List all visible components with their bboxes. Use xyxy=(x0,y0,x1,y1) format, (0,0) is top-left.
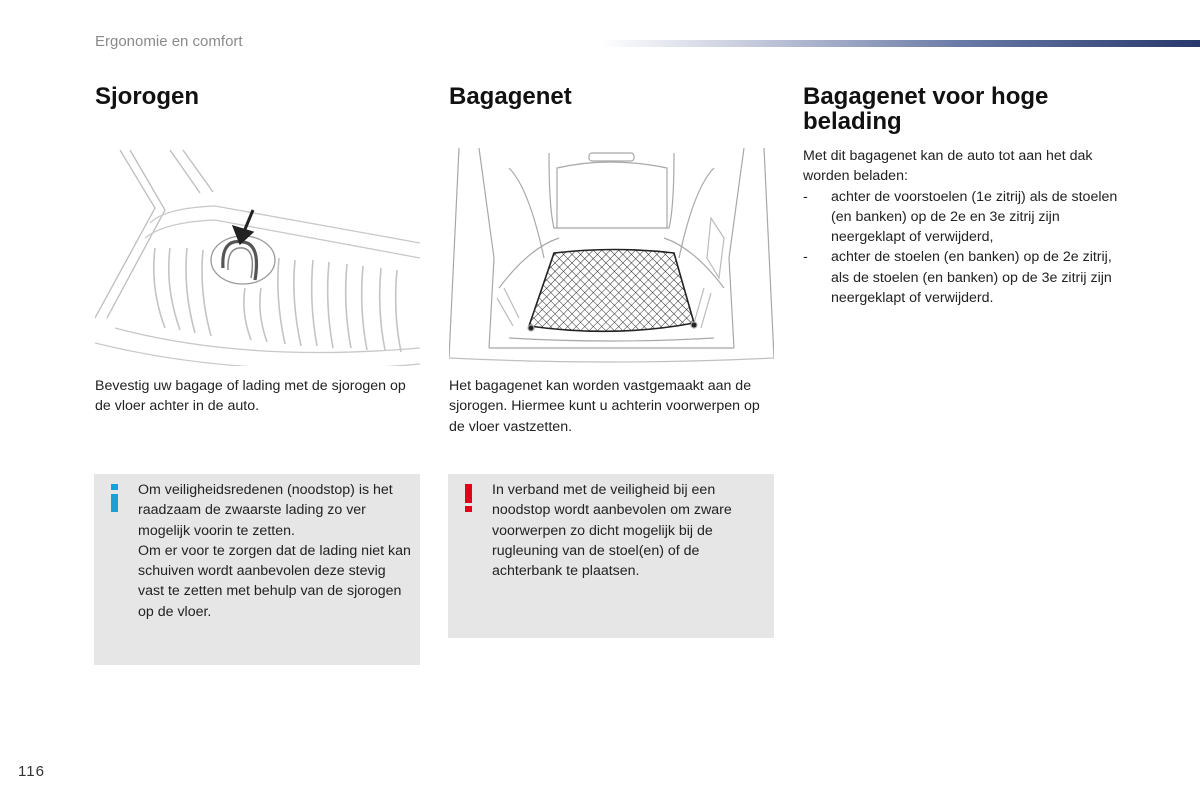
list-dash: - xyxy=(803,249,808,266)
page-number: 116 xyxy=(18,763,45,780)
body-bagagenet: Het bagagenet kan worden vastgemaakt aan de sjorogen. Hiermee kunt u achterin voorwerpen op de vloer vastzetten. xyxy=(449,378,760,435)
lashing-eye-drawing xyxy=(95,148,420,366)
header-bar xyxy=(600,40,1200,47)
warning-note xyxy=(448,474,774,638)
title-high-load-net: Bagagenet voor hoge belading xyxy=(803,83,1049,135)
title-sjorogen: Sjorogen xyxy=(95,83,200,110)
info-note-line: Om veiligheidsredenen (noodstop) is het raadzaam de zwaarste lading zo ver mogelijk voorin te zetten. xyxy=(138,482,393,539)
warning-icon xyxy=(464,484,474,512)
cargo-net-drawing xyxy=(449,148,774,366)
list-item xyxy=(803,247,1128,308)
high-load-net-content xyxy=(803,146,1128,308)
section-header: Ergonomie en comfort xyxy=(95,33,243,50)
info-note-line: Om er voor te zorgen dat de lading niet kan schuiven wordt aanbevolen deze stevig vast te zetten met behulp van de sjorogen op de vloer. xyxy=(138,542,411,620)
body-sjorogen: Bevestig uw bagage of lading met de sjorogen op de vloer achter in de auto. xyxy=(95,378,406,415)
list-item-text: achter de stoelen (en banken) op de 2e zitrij, als de stoelen (en banken) op de 3e zitrij zijn neergeklapt of verwijderd. xyxy=(831,249,1112,307)
info-icon xyxy=(110,484,120,512)
warning-note-text: In verband met de veiligheid bij een noodstop wordt aanbevolen om zware voorwerpen zo dicht mogelijk bij de rugleuning van de stoel(en) of de achterbank te plaatsen. xyxy=(492,482,732,580)
list-item xyxy=(803,187,1128,248)
high-load-net-intro: Met dit bagagenet kan de auto tot aan het dak worden beladen: xyxy=(803,148,1093,185)
info-note-text xyxy=(138,480,413,622)
list-item-text: achter de voorstoelen (1e zitrij) als de stoelen (en banken) op de 2e en 3e zitrij zijn neergeklapt of verwijderd, xyxy=(831,188,1118,246)
high-load-net-list xyxy=(803,187,1128,309)
illustration-cargo-net xyxy=(449,148,774,366)
list-dash: - xyxy=(803,188,808,205)
info-note xyxy=(94,474,420,665)
title-bagagenet: Bagagenet xyxy=(449,83,572,110)
illustration-lashing-eye xyxy=(95,148,420,366)
